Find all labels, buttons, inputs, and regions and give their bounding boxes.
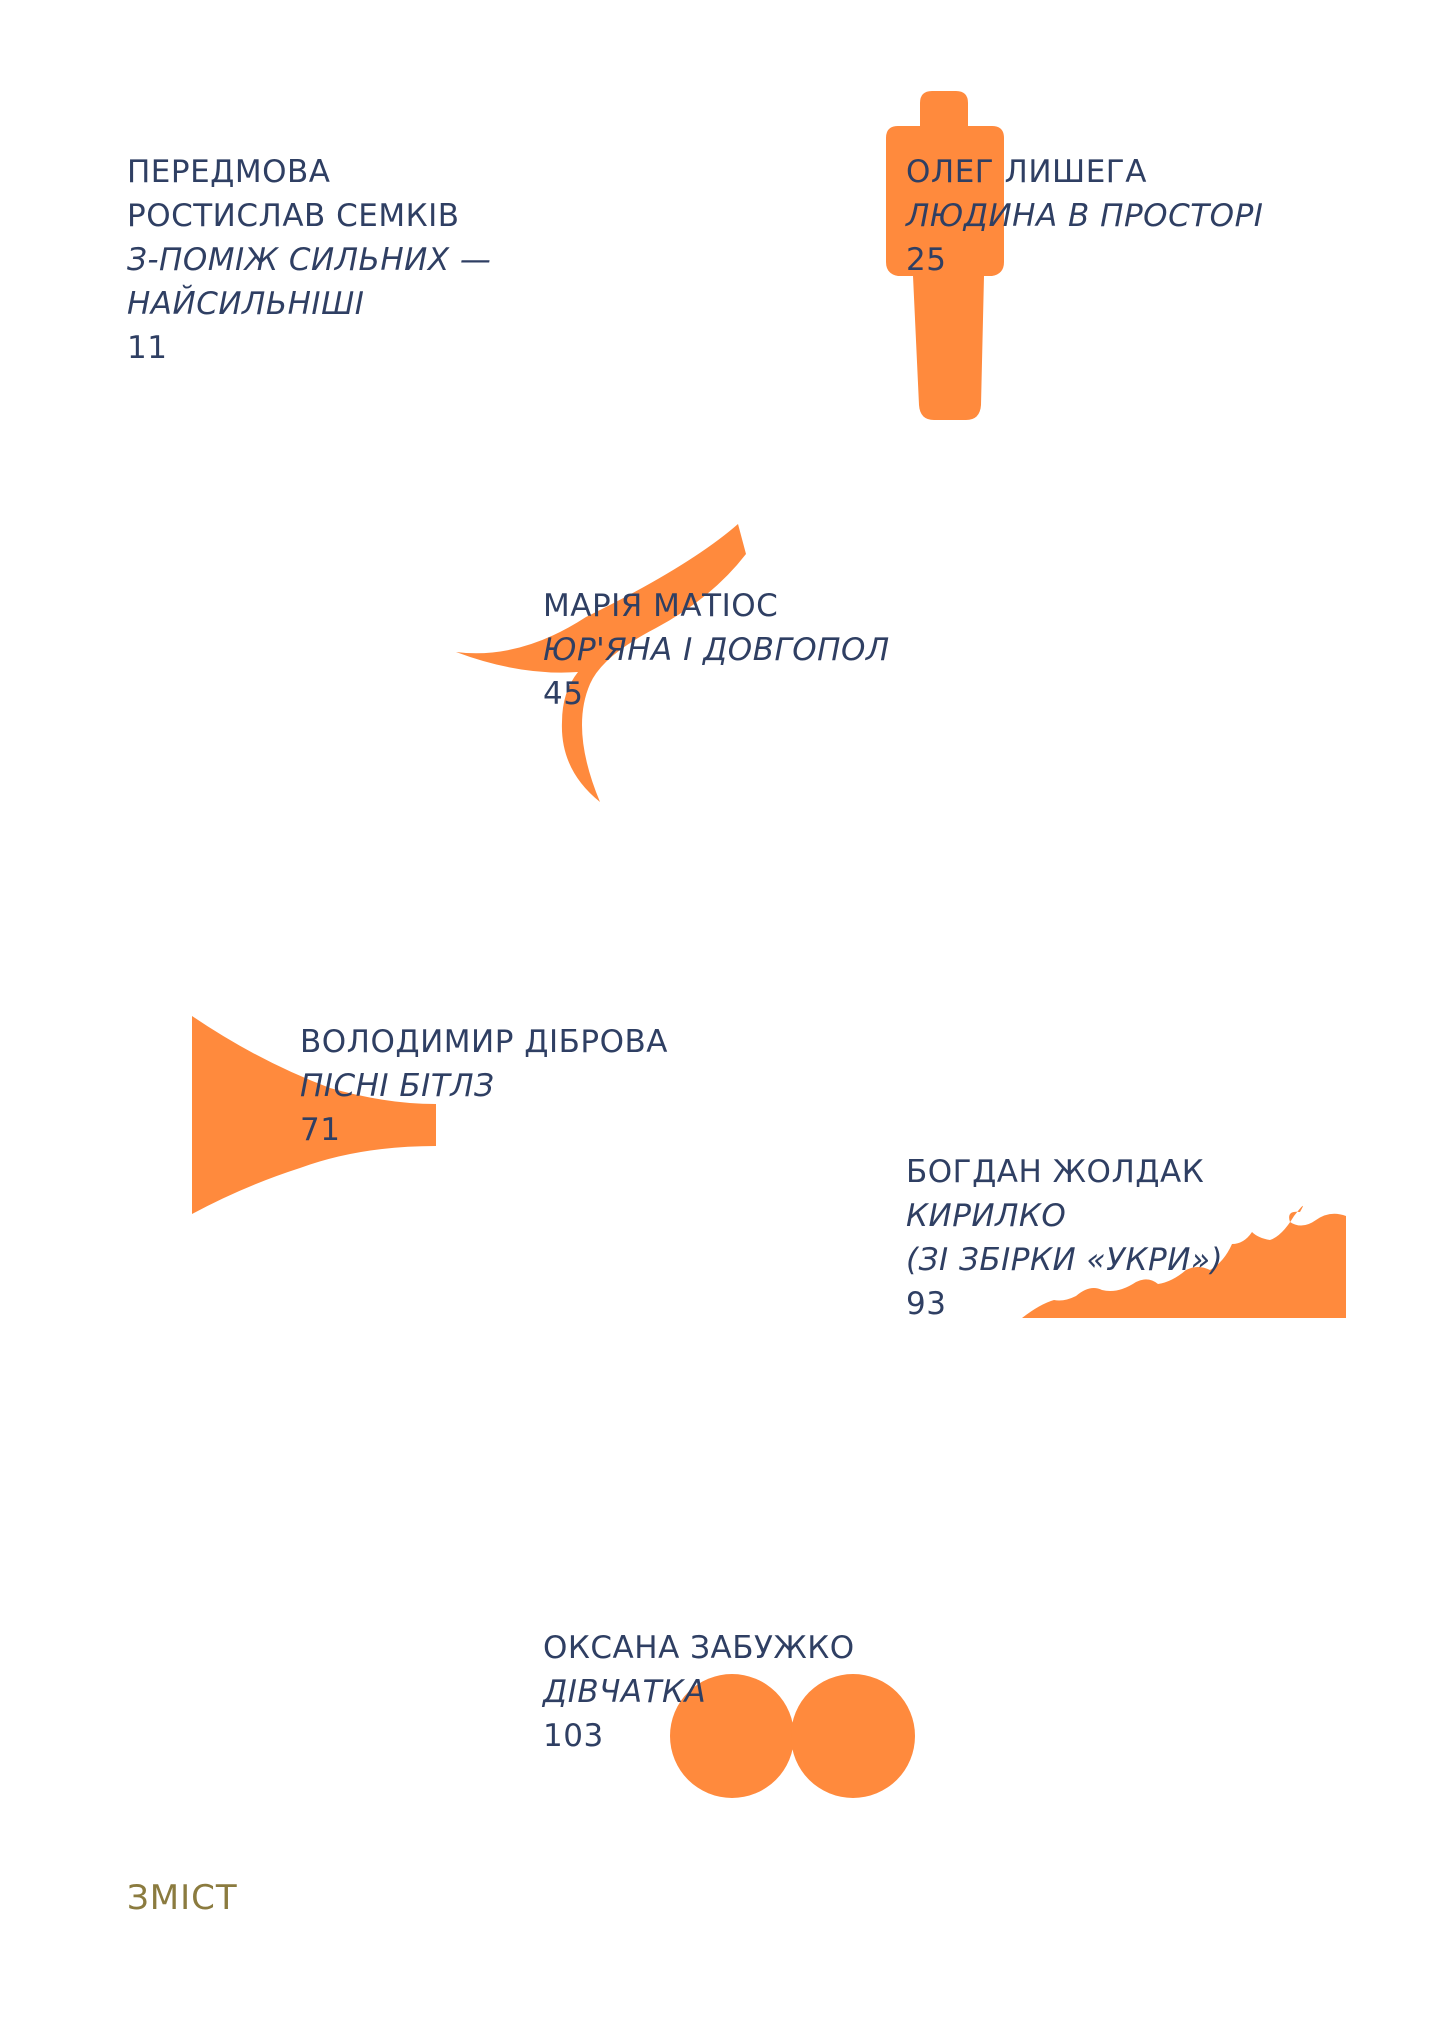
toc-entry-matios[interactable] (543, 584, 890, 716)
entry-title-line: З-ПОМІЖ СИЛЬНИХ — (127, 242, 492, 278)
entry-author: ОЛЕГ ЛИШЕГА (906, 154, 1147, 190)
entry-author: ОКСАНА ЗАБУЖКО (543, 1630, 855, 1666)
page-title: ЗМІСТ (127, 1878, 238, 1918)
entry-title-line: НАЙСИЛЬНІШІ (127, 286, 365, 322)
entry-title-line: (ЗІ ЗБІРКИ «УКРИ») (906, 1242, 1224, 1278)
entry-heading: ПЕРЕДМОВА (127, 154, 331, 190)
toc-entry-zholdak[interactable] (906, 1150, 1223, 1326)
entry-title-line: ПІСНІ БІТЛЗ (300, 1068, 495, 1104)
entry-title-line: КИРИЛКО (906, 1198, 1067, 1234)
entry-page-number: 45 (543, 676, 584, 712)
toc-entry-dibrova[interactable] (300, 1020, 668, 1152)
toc-entry-preface[interactable] (127, 150, 491, 370)
toc-entry-zabuzhko[interactable] (543, 1626, 855, 1758)
entry-page-number: 71 (300, 1112, 341, 1148)
entry-author: БОГДАН ЖОЛДАК (906, 1154, 1205, 1190)
entry-author: МАРІЯ МАТІОС (543, 588, 779, 624)
entry-page-number: 103 (543, 1718, 604, 1754)
entry-title-line: ЮР'ЯНА І ДОВГОПОЛ (543, 632, 890, 668)
entry-title-line: ДІВЧАТКА (543, 1674, 707, 1710)
toc-entry-lyshega[interactable] (906, 150, 1263, 282)
entry-page-number: 11 (127, 330, 168, 366)
entry-author: ВОЛОДИМИР ДІБРОВА (300, 1024, 668, 1060)
entry-page-number: 25 (906, 242, 947, 278)
entry-page-number: 93 (906, 1286, 947, 1322)
entry-author: РОСТИСЛАВ СЕМКІВ (127, 198, 460, 234)
entry-title-line: ЛЮДИНА В ПРОСТОРІ (906, 198, 1264, 234)
